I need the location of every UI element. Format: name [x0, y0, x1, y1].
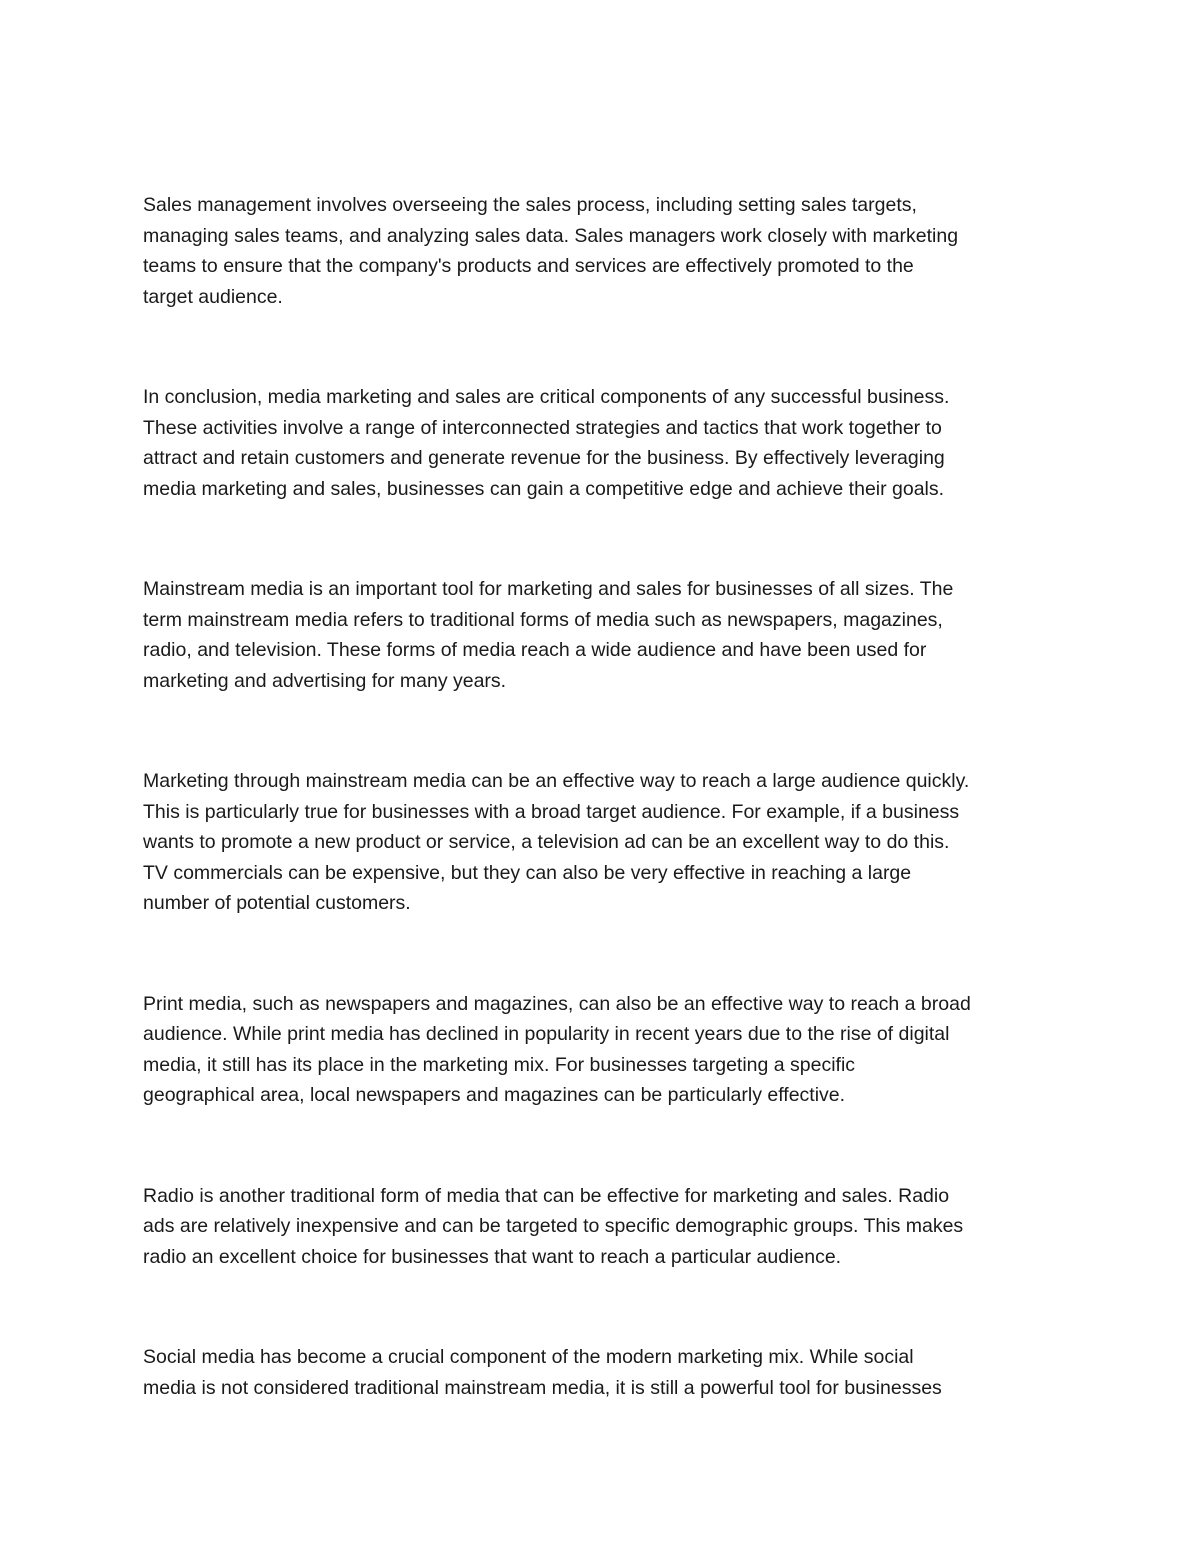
paragraph-radio: Radio is another traditional form of media that can be effective for marketing and sales. Radio ads are relatively inexpensive and can be targeted to specific demographic groups. This makes radio an excellent choice for businesses that want to reach a particular audience.	[143, 1184, 964, 1268]
paragraph-mainstream-media: Mainstream media is an important tool for marketing and sales for businesses of all sizes. The term mainstream media refers to traditional forms of media such as newspapers, magazines, radio, and television. These forms of media reach a wide audience and have been used for marketing and advertising for many years.	[143, 578, 954, 692]
paragraph-conclusion: In conclusion, media marketing and sales are critical components of any successful business. These activities involve a range of interconnected strategies and tactics that work together to attract and retain customers and generate revenue for the business. By effectively leveraging media marketing and sales, businesses can gain a competitive edge and achieve their goals.	[143, 386, 950, 500]
paragraph-print-media: Print media, such as newspapers and magazines, can also be an effective way to reach a broad audience. While print media has declined in popularity in recent years due to the rise of digital media, it still has its place in the marketing mix. For businesses targeting a specific geographical area, local newspapers and magazines can be particularly effective.	[143, 992, 971, 1106]
document-body	[143, 190, 1063, 1473]
paragraph-marketing-mainstream: Marketing through mainstream media can be an effective way to reach a large audience quickly. This is particularly true for businesses with a broad target audience. For example, if a business wants to promote a new product or service, a television ad can be an excellent way to do this. TV commercials can be expensive, but they can also be very effective in reaching a large number of potential customers.	[143, 770, 970, 914]
paragraph-social-media: Social media has become a crucial component of the modern marketing mix. While social media is not considered traditional mainstream media, it is still a powerful tool for businesses	[143, 1346, 942, 1399]
paragraph-sales-management: Sales management involves overseeing the sales process, including setting sales targets, managing sales teams, and analyzing sales data. Sales managers work closely with marketing teams to ensure that the company's products and services are effectively promoted to the target audience.	[143, 194, 959, 308]
